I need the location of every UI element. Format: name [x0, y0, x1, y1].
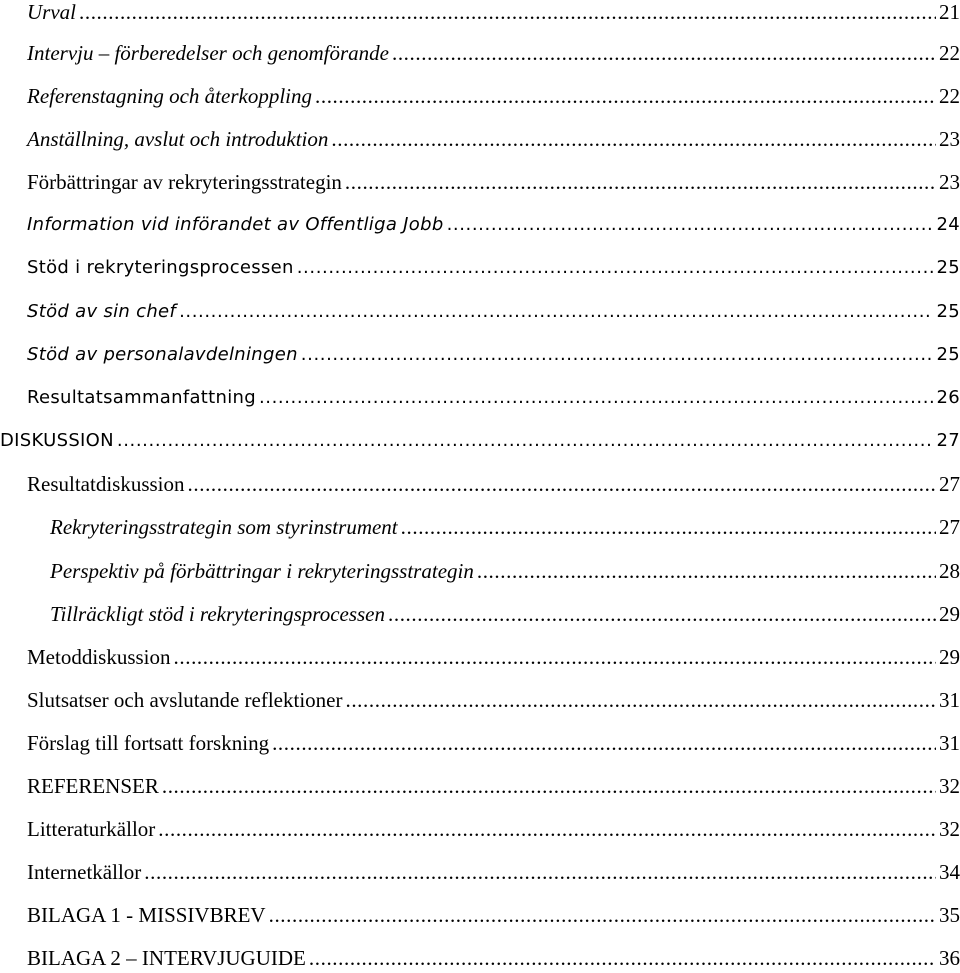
toc-entry-title: Stöd av personalavdelningen — [27, 344, 298, 365]
toc-entry-page: 24 — [936, 214, 960, 235]
toc-entry-title: Tillräckligt stöd i rekryteringsprocessen — [50, 602, 385, 626]
toc-entry[interactable] — [27, 857, 960, 887]
toc-dot-leader — [269, 900, 936, 930]
toc-entry-title: Slutsatser och avslutande reflektioner — [27, 688, 343, 712]
toc-entry-title: Referenstagning och återkoppling — [27, 84, 312, 108]
toc-dot-leader — [259, 383, 934, 413]
toc-dot-leader — [79, 0, 936, 27]
toc-entry[interactable] — [27, 81, 960, 111]
toc-entry[interactable] — [27, 814, 960, 844]
toc-entry-page: 31 — [939, 731, 960, 755]
toc-entry[interactable] — [27, 253, 960, 283]
toc-entry-page: 25 — [936, 257, 960, 278]
toc-dot-leader — [272, 728, 936, 758]
toc-entry-title: Intervju – förberedelser och genomförande — [27, 41, 389, 65]
toc-entry-page: 27 — [936, 430, 960, 451]
toc-dot-leader — [158, 814, 936, 844]
toc-entry-page: 35 — [939, 903, 960, 927]
toc-dot-leader — [392, 38, 936, 68]
toc-entry-page: 28 — [939, 559, 960, 583]
toc-entry-page: 32 — [939, 774, 960, 798]
toc-entry-page: 22 — [939, 41, 960, 65]
toc-entry[interactable] — [27, 771, 960, 801]
toc-entry-page: 27 — [939, 515, 960, 539]
toc-entry-page: 22 — [939, 84, 960, 108]
toc-entry-page: 32 — [939, 817, 960, 841]
toc-entry-page: 29 — [939, 602, 960, 626]
toc-entry-title: BILAGA 2 – INTERVJUGUIDE — [27, 946, 306, 970]
toc-entry[interactable] — [27, 642, 960, 672]
toc-entry-title: Förbättringar av rekryteringsstrategin — [27, 170, 342, 194]
toc-entry-page: 29 — [939, 645, 960, 669]
toc-entry-page: 25 — [936, 344, 960, 365]
toc-entry[interactable] — [50, 599, 960, 629]
toc-entry-page: 25 — [936, 301, 960, 322]
toc-entry[interactable] — [27, 297, 960, 327]
toc-entry[interactable] — [50, 556, 960, 586]
toc-dot-leader — [162, 771, 936, 801]
toc-entry-page: 23 — [939, 127, 960, 151]
toc-entry-title: Förslag till fortsatt forskning — [27, 731, 270, 755]
toc-dot-leader — [117, 426, 934, 456]
toc-entry-page: 26 — [936, 387, 960, 408]
toc-entry-title: Perspektiv på förbättringar i rekryteringsstrategin — [50, 559, 474, 583]
toc-dot-leader — [401, 512, 936, 542]
toc-entry-page: 27 — [939, 472, 960, 496]
toc-dot-leader — [309, 943, 936, 973]
toc-entry[interactable] — [27, 900, 960, 930]
toc-entry-page: 21 — [939, 0, 960, 24]
toc-dot-leader — [315, 81, 936, 111]
toc-dot-leader — [188, 469, 936, 499]
toc-dot-leader — [179, 297, 933, 327]
toc-dot-leader — [301, 340, 934, 370]
toc-dot-leader — [144, 857, 936, 887]
toc-entry[interactable] — [27, 167, 960, 197]
toc-entry-page: 31 — [939, 688, 960, 712]
toc-entry-title: Information vid införandet av Offentliga Jobb — [27, 214, 444, 235]
toc-entry-title: DISKUSSION — [0, 430, 114, 451]
toc-dot-leader — [388, 599, 936, 629]
toc-entry-title: Litteraturkällor — [27, 817, 156, 841]
toc-entry[interactable] — [50, 512, 960, 542]
toc-entry[interactable] — [27, 469, 960, 499]
toc-entry-title: Metoddiskussion — [27, 645, 171, 669]
toc-entry[interactable] — [0, 426, 960, 456]
toc-entry-title: Resultatdiskussion — [27, 472, 185, 496]
toc-entry-title: Rekryteringsstrategin som styrinstrument — [50, 515, 398, 539]
toc-entry-title: Urval — [27, 0, 76, 24]
toc-dot-leader — [447, 210, 934, 240]
toc-entry-page: 23 — [939, 170, 960, 194]
toc-entry[interactable] — [27, 728, 960, 758]
toc-dot-leader — [297, 253, 934, 283]
toc-dot-leader — [345, 685, 936, 715]
toc-entry-title: REFERENSER — [27, 774, 159, 798]
toc-entry[interactable] — [27, 340, 960, 370]
toc-entry[interactable] — [27, 943, 960, 973]
toc-dot-leader — [331, 124, 936, 154]
toc-dot-leader — [345, 167, 936, 197]
toc-entry[interactable] — [27, 210, 960, 240]
toc-entry[interactable] — [27, 383, 960, 413]
toc-entry-title: Resultatsammanfattning — [27, 387, 256, 408]
toc-entry-page: 34 — [939, 860, 960, 884]
toc-entry[interactable] — [27, 38, 960, 68]
toc-entry-title: Internetkällor — [27, 860, 142, 884]
toc-entry-title: BILAGA 1 - MISSIVBREV — [27, 903, 266, 927]
toc-entry-title: Stöd i rekryteringsprocessen — [27, 257, 294, 278]
toc-entry[interactable] — [27, 0, 960, 27]
toc-entry-page: 36 — [939, 946, 960, 970]
toc-entry-title: Stöd av sin chef — [27, 301, 177, 322]
toc-dot-leader — [477, 556, 936, 586]
toc-entry-title: Anställning, avslut och introduktion — [27, 127, 329, 151]
toc-entry[interactable] — [27, 685, 960, 715]
toc-dot-leader — [174, 642, 936, 672]
toc-entry[interactable] — [27, 124, 960, 154]
